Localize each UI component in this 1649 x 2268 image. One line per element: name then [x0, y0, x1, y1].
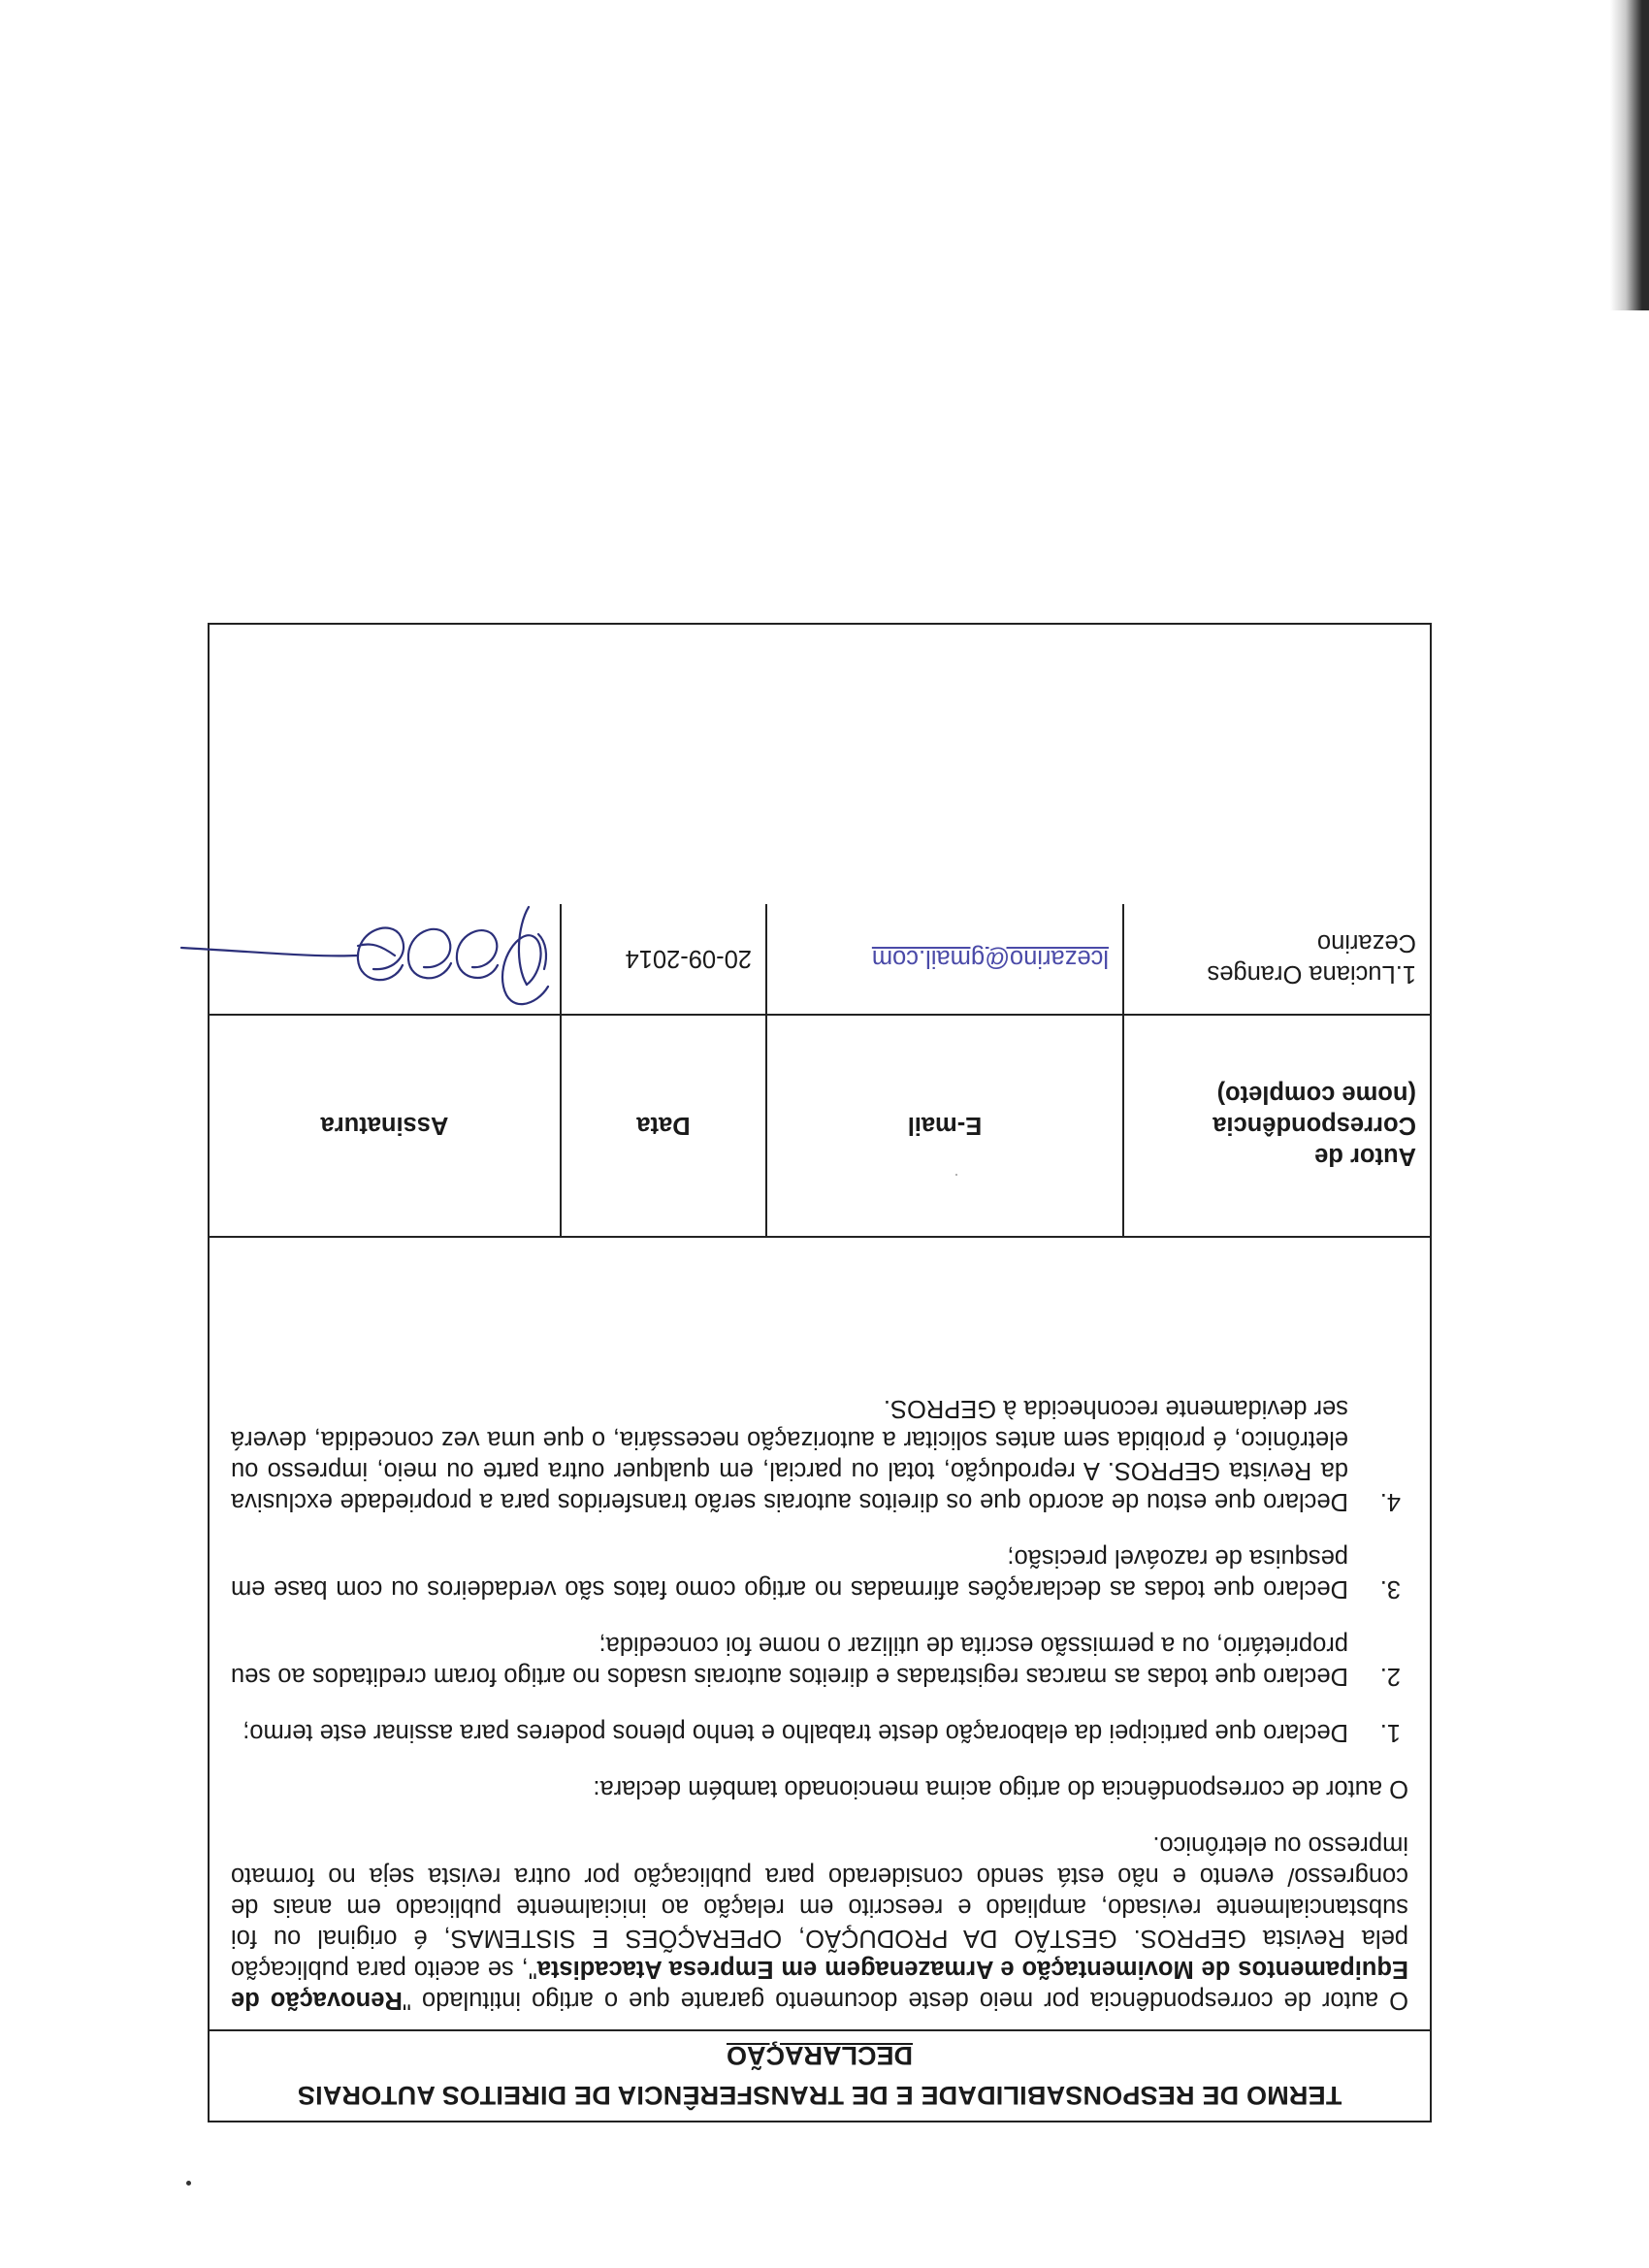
title-block: [210, 2029, 1430, 2121]
header-signature: Assinatura: [210, 1015, 561, 1236]
author-name-cell: 1.Luciana Oranges Cezarino: [1123, 904, 1430, 1015]
intro-part-1: O autor de correspondência por meio deste documento garante que o artigo intitulado ": [402, 1987, 1408, 2014]
list-item: [231, 1542, 1408, 1604]
article-title: Renovação de Equipamentos de Movimentação e Armazenagem em Empresa Atacadista: [231, 1956, 1408, 2014]
document-title: TERMO DE RESPONSABILIDADE E DE TRANSFERÊNCIA DE DIREITOS AUTORAIS: [297, 2081, 1342, 2110]
form-box: [208, 623, 1432, 2122]
list-item: [231, 1717, 1408, 1748]
date-cell: 20-09-2014: [561, 904, 766, 1015]
intro-paragraph: [231, 1830, 1408, 2016]
item-text: Declaro que todas as declarações afirmadas no artigo como fatos são verdadeiros ou com base em pesquisa de razoável precisão;: [231, 1544, 1348, 1603]
scan-dark-edge: [1610, 0, 1649, 310]
header-author: Autor de Correspondência (nome completo): [1123, 1015, 1430, 1236]
table-header-row: [210, 1015, 1430, 1236]
item-number: 3.: [1379, 1575, 1401, 1603]
item-text: Declaro que todas as marcas registradas e direitos autorais usados no artigo foram creditados ao seu proprietário, ou a permissão escrita de utilizar o nome foi concedida;: [231, 1632, 1348, 1690]
header-email: E-mail: [766, 1015, 1123, 1236]
declaration-list: [231, 1393, 1408, 1748]
declaration-body: [210, 1236, 1430, 2029]
item-text: Declaro que participei da elaboração deste trabalho e tenho plenos poderes para assinar este termo;: [242, 1719, 1348, 1746]
item-text: Declaro que estou de acordo que os direitos autorais serão transferidos para a propriedade exclusiva da Revista GEPROS. A reprodução, total ou parcial, em qualquer outra parte ou meio, impresso ou eletrônico, é proibida sem antes solicitar a autorização necessária, o que uma vez concedida, deverá ser devidamente reconhecida à GEPROS.: [231, 1395, 1348, 1515]
table-row: [210, 904, 1430, 1015]
rotated-document: [208, 623, 1432, 2122]
list-item: [231, 1630, 1408, 1692]
signature-cell: [210, 904, 561, 1015]
declaration-heading: DECLARAÇÃO: [727, 2041, 913, 2070]
author-signature-table: [210, 904, 1430, 1236]
handwritten-signature: [178, 888, 566, 1023]
item-number: 4.: [1379, 1488, 1401, 1515]
item-number: 2.: [1379, 1663, 1401, 1690]
header-date: Data: [561, 1015, 766, 1236]
scan-speck: [186, 2181, 191, 2186]
author-email-link[interactable]: lcezarino@gmail.com: [871, 945, 1109, 973]
intro-part-2: ", se aceito para publicação pela Revista GEPROS. GESTÃO DA PRODUÇÃO, OPERAÇÕES E SISTEMAS, é original ou foi substancialmente revisado, ampliado e reescrito em relação ao inicialmente publicado em anais de congresso/ evento e não está sendo considerado para publicação por outra revista seja no formato impresso ou eletrônico.: [231, 1831, 1408, 1983]
declaration-intro: O autor de correspondência do artigo acima mencionado também declara:: [593, 1775, 1408, 1802]
item-number: 1.: [1379, 1719, 1401, 1746]
email-cell: [766, 904, 1123, 1015]
list-item: [231, 1393, 1408, 1517]
